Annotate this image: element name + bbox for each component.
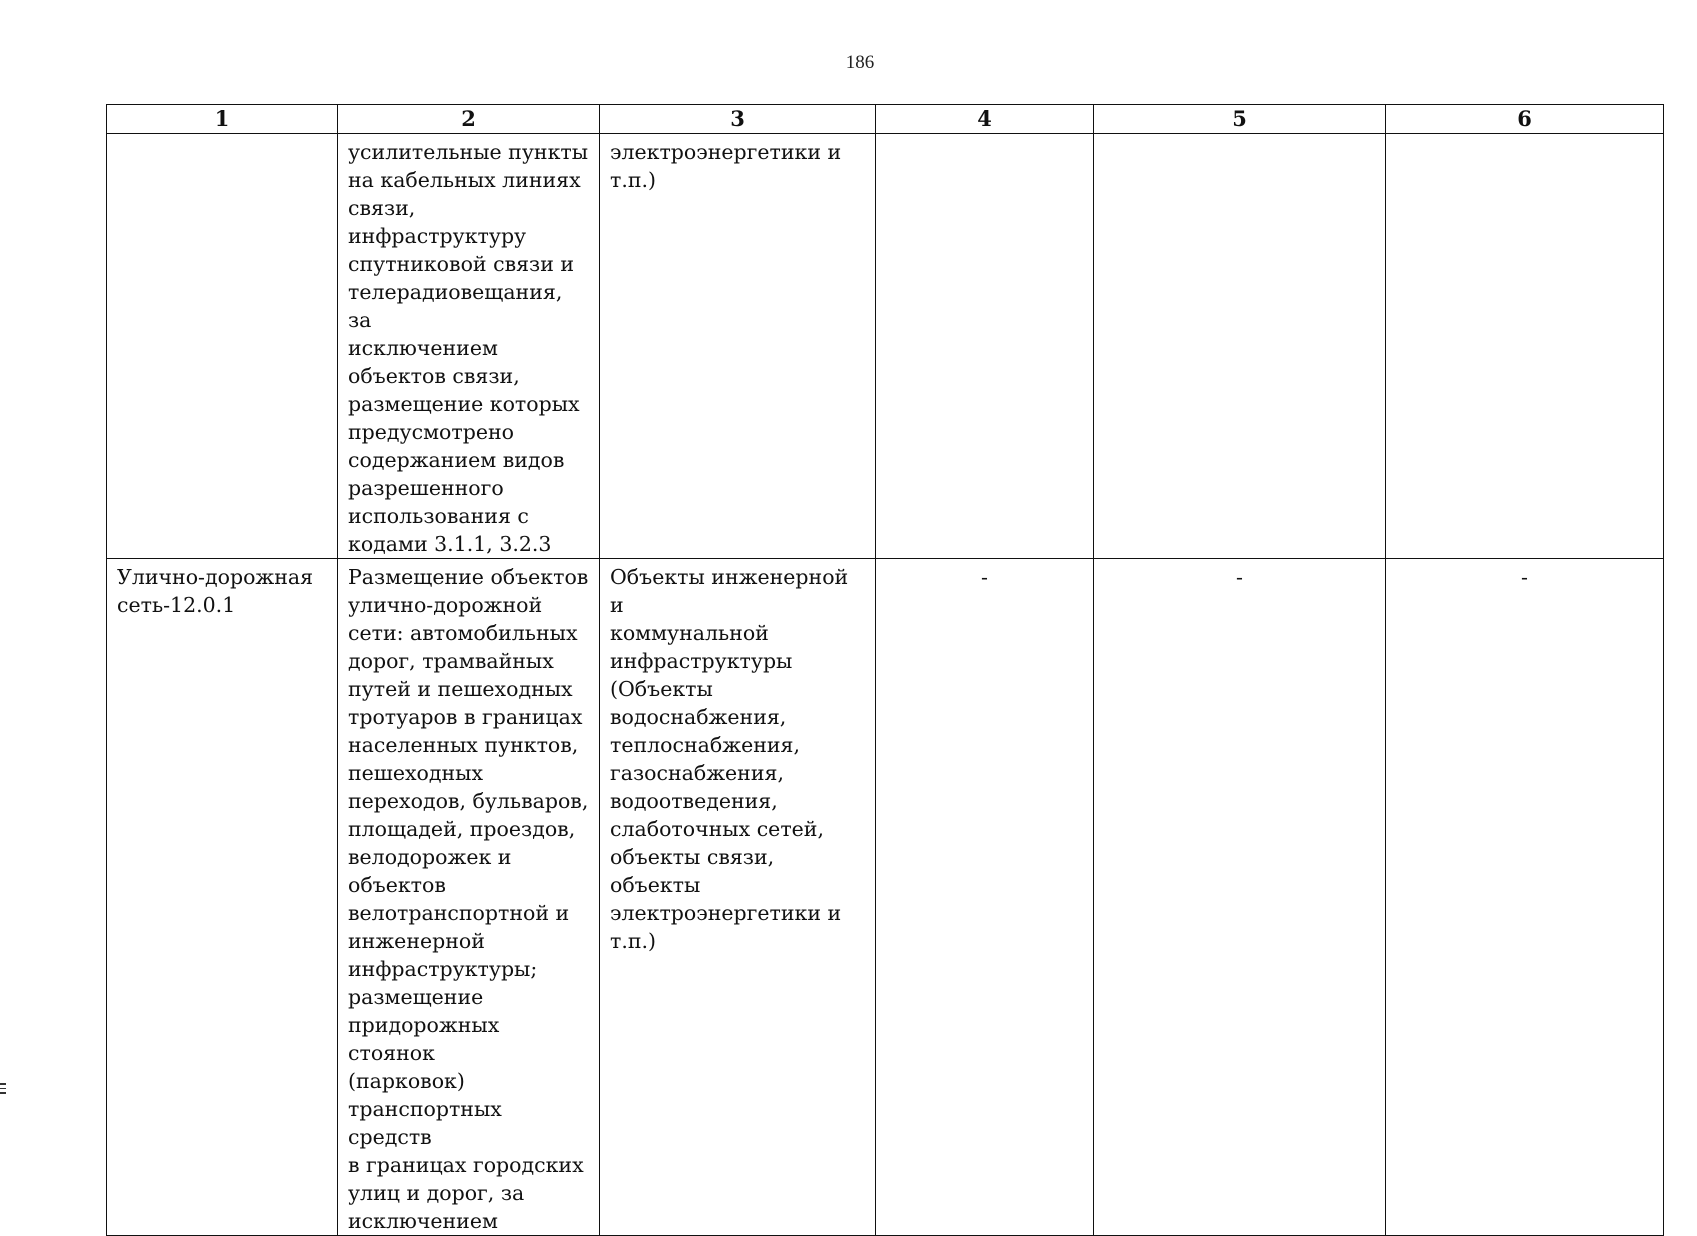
table-row	[107, 559, 1664, 1236]
column-header-5: 5	[1094, 105, 1386, 134]
column-header-2: 2	[338, 105, 600, 134]
table-cell-col5	[1094, 134, 1386, 559]
table-cell-col4	[876, 559, 1094, 1236]
table-cell-auxiliary-uses	[600, 134, 876, 559]
cell-dash: -	[1236, 565, 1243, 589]
page-number: 186	[845, 52, 875, 73]
table-cell-col4	[876, 134, 1094, 559]
cell-text: электроэнергетики и т.п.)	[610, 140, 842, 192]
scan-edge-mark	[0, 1083, 7, 1099]
column-header-1: 1	[107, 105, 338, 134]
cell-text: Объекты инженерной и коммунальной инфраструктуры (Объекты водоснабжения, теплоснабжения, газоснабжения, водоотведения, слаботочных сетей, объекты связи, объекты электроэнергетики и т.п.)	[610, 565, 849, 953]
table-cell-col5	[1094, 559, 1386, 1236]
table-cell-use-type	[107, 134, 338, 559]
cell-text: усилительные пункты на кабельных линиях связи, инфраструктуру спутниковой связи и телерадиовещания, за исключением объектов связи, размещение которых предусмотрено содержанием видов разрешенного использования с кодами 3.1.1, 3.2.3	[348, 140, 589, 556]
zoning-table	[106, 104, 1664, 1236]
table-cell-description	[338, 559, 600, 1236]
table-header-row	[107, 105, 1664, 134]
table-row	[107, 134, 1664, 559]
column-header-4: 4	[876, 105, 1094, 134]
table-cell-description	[338, 134, 600, 559]
cell-dash: -	[1521, 565, 1528, 589]
cell-text: Размещение объектов улично-дорожной сети: автомобильных дорог, трамвайных путей и пешеходных тротуаров в границах населенных пунктов, пешеходных переходов, бульваров, площадей, проездов, велодорожек и объектов велотранспортной и инженерной инфраструктуры; размещение придорожных стоянок (парковок) транспортных средств в границах городских улиц и дорог, за исключением	[348, 565, 589, 1233]
cell-text: Улично-дорожная сеть-12.0.1	[117, 565, 314, 617]
table-cell-col6	[1386, 559, 1664, 1236]
column-header-6: 6	[1386, 105, 1664, 134]
table-cell-use-type	[107, 559, 338, 1236]
cell-dash: -	[981, 565, 988, 589]
table-cell-col6	[1386, 134, 1664, 559]
table-cell-auxiliary-uses	[600, 559, 876, 1236]
column-header-3: 3	[600, 105, 876, 134]
